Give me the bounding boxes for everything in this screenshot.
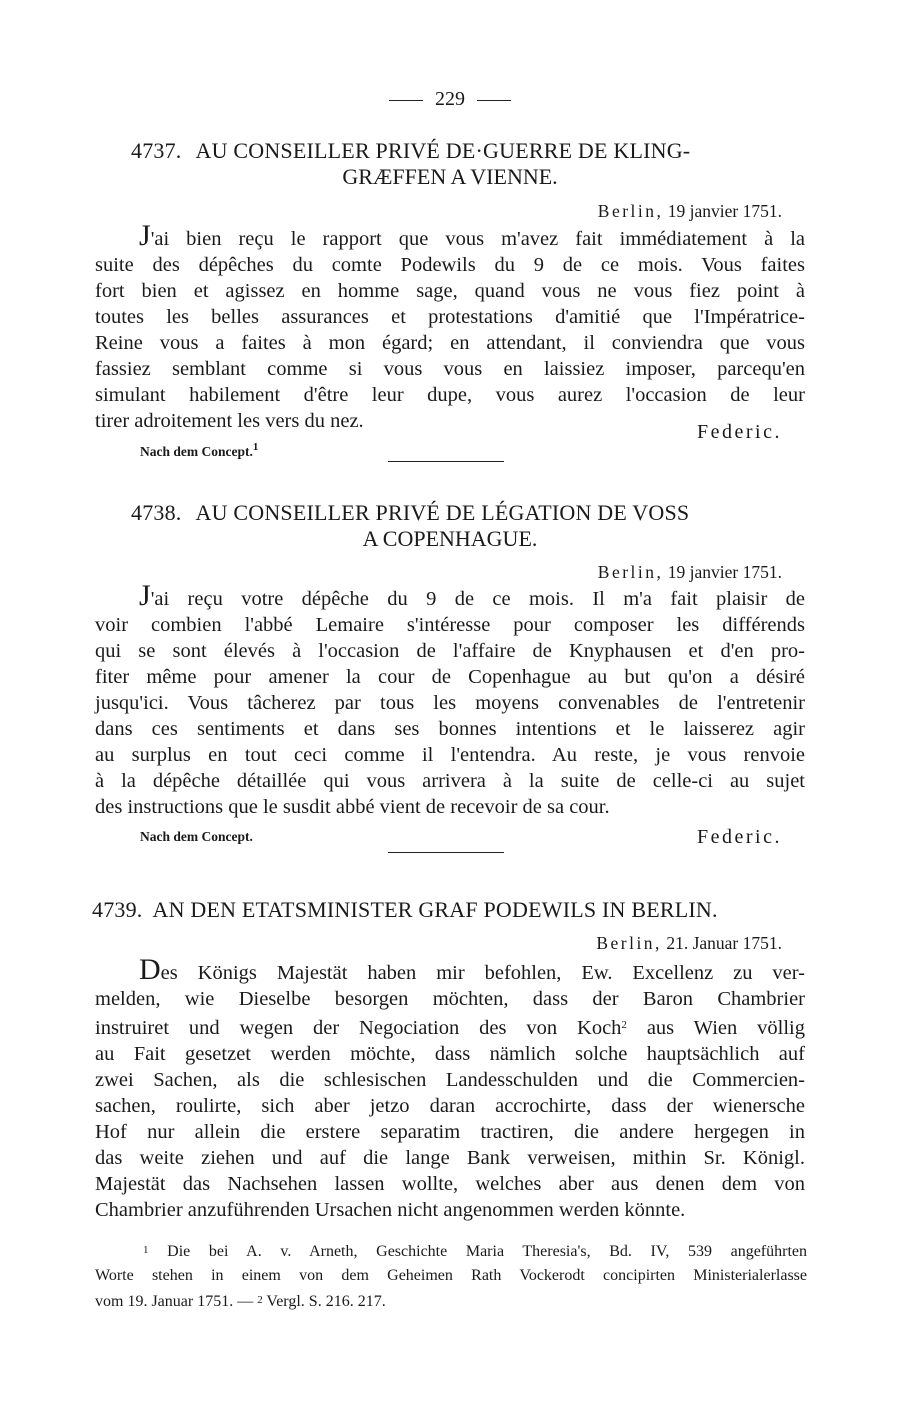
heading-line-1: AN DEN ETATSMINISTER GRAF PODEWILS IN BERLIN. <box>152 897 718 922</box>
body-line: das weite ziehen und auf die lange Bank verweisen, mithin Sr. Königl. <box>95 1147 805 1169</box>
body-line: Des Königs Majestät haben mir befohlen, Ew. Excellenz zu ver- <box>139 953 805 986</box>
heading-line-1: AU CONSEILLER PRIVÉ DE·GUERRE DE KLING- <box>195 138 691 163</box>
body-line: qui se sont élevés à l'occasion de l'affaire de Knyphausen et d'en pro- <box>95 640 805 662</box>
signature: Federic. <box>697 421 782 443</box>
dateline <box>598 201 782 222</box>
dateline <box>598 562 782 583</box>
body-line: Hof nur allein die erstere separatim tractiren, die andere hergegen in <box>95 1121 805 1143</box>
dateline <box>596 933 782 954</box>
drop-cap: J <box>139 579 151 612</box>
footnote-line: $^1$ Die bei A. v. Arneth, Geschichte Maria Theresia's, Bd. IV, 539 angeführten <box>143 1243 808 1260</box>
body-line: au surplus en tout ceci comme il l'entendra. Au reste, je vous renvoie <box>95 744 805 766</box>
footnote-line: vom 19. Januar 1751. — $^2$ Vergl. S. 216. 217. <box>95 1293 386 1310</box>
body-line: suite des dépêches du comte Podewils du 9 de ce mois. Vous faites <box>95 254 805 276</box>
body-line: fort bien et agissez en homme sage, quand vous ne vous fiez point à <box>95 280 805 302</box>
body-line: Chambrier anzuführenden Ursachen nicht angenommen werden könnte. <box>95 1199 686 1221</box>
body-line: voir combien l'abbé Lemaire s'intéresse pour composer les différends <box>95 614 805 636</box>
body-line: sachen, roulirte, sich aber jetzo daran accrochirte, dass der wienersche <box>95 1095 805 1117</box>
source-note: Nach dem Concept.$^1$ <box>140 441 259 459</box>
body-line: J'ai reçu votre dépêche du 9 de ce mois. Il m'a fait plaisir de <box>139 579 805 612</box>
heading-line-1: AU CONSEILLER PRIVÉ DE LÉGATION DE VOSS <box>195 500 690 525</box>
page-number-text: 229 <box>435 88 465 110</box>
body-line: instruiret und wegen der Negociation des von Koch$^2$ aus Wien völlig <box>95 1017 805 1039</box>
drop-cap: J <box>139 219 151 252</box>
letter-4739-heading <box>92 897 718 923</box>
dash-right <box>477 100 511 101</box>
page-number <box>0 88 900 111</box>
footnote-line: Worte stehen in einem von dem Geheimen Rath Vockerodt concipirten Ministerialerlasse <box>95 1267 807 1284</box>
dash-left <box>389 100 423 101</box>
footnote-marker: 1 <box>252 441 259 453</box>
date-place: Berlin, <box>597 201 664 221</box>
letter-4739-body <box>95 953 805 1223</box>
body-line: Majestät das Nachsehen lassen wollte, welches aber aus denen dem von <box>95 1173 805 1195</box>
letter-4737-heading <box>131 138 690 164</box>
letter-4737-body <box>95 219 805 434</box>
drop-cap: D <box>139 953 161 986</box>
signature: Federic. <box>697 826 782 848</box>
body-line: toutes les belles assurances et protestations d'amitié que l'Impératrice- <box>95 306 805 328</box>
section-divider <box>388 852 504 853</box>
footnotes <box>95 1238 807 1314</box>
source-note: Nach dem Concept. <box>140 829 253 844</box>
heading-line-2: GRÆFFEN A VIENNE. <box>342 164 558 189</box>
letter-4738-heading <box>131 500 689 526</box>
section-divider <box>388 461 504 462</box>
date-place: Berlin, <box>597 562 664 582</box>
date-text: 19 janvier 1751. <box>667 201 782 221</box>
date-place: Berlin, <box>596 933 662 953</box>
letter-4738-body <box>95 579 805 820</box>
body-line: tirer adroitement les vers du nez. <box>95 410 364 432</box>
body-line: simulant habilement d'être leur dupe, vous aurez l'occasion de leur <box>95 384 805 406</box>
body-line: jusqu'ici. Vous tâcherez par tous les moyens convenables de l'entretenir <box>95 692 805 714</box>
body-line: melden, wie Dieselbe besorgen möchten, dass der Baron Chambrier <box>95 988 805 1010</box>
date-text: 21. Januar 1751. <box>666 933 782 953</box>
letter-number: 4738. <box>131 500 182 525</box>
body-line: Reine vous a faites à mon égard; en attendant, il conviendra que vous <box>95 332 805 354</box>
body-line: zwei Sachen, als die schlesischen Landesschulden und die Commercien- <box>95 1069 805 1091</box>
body-line: J'ai bien reçu le rapport que vous m'avez fait immédiatement à la <box>139 219 805 252</box>
body-line: dans ces sentiments et dans ses bonnes intentions et le laisserez agir <box>95 718 805 740</box>
heading-line-2: A COPENHAGUE. <box>362 526 538 551</box>
letter-number: 4737. <box>131 138 182 163</box>
body-line: fassiez semblant comme si vous vous en laissiez imposer, parcequ'en <box>95 358 805 380</box>
body-line: fiter même pour amener la cour de Copenhague au but qu'on a désiré <box>95 666 805 688</box>
footnote-marker: 2 <box>621 1019 627 1031</box>
footnote-marker: 2 <box>257 1294 263 1306</box>
body-line: des instructions que le susdit abbé vient de recevoir de sa cour. <box>95 796 610 818</box>
letter-number: 4739. <box>92 897 143 922</box>
footnote-marker: 1 <box>143 1244 149 1256</box>
body-line: à la dépêche détaillée qui vous arrivera à la suite de celle-ci au sujet <box>95 770 805 792</box>
date-text: 19 janvier 1751. <box>667 562 782 582</box>
body-line: au Fait gesetzet werden möchte, dass nämlich solche hauptsächlich auf <box>95 1043 805 1065</box>
